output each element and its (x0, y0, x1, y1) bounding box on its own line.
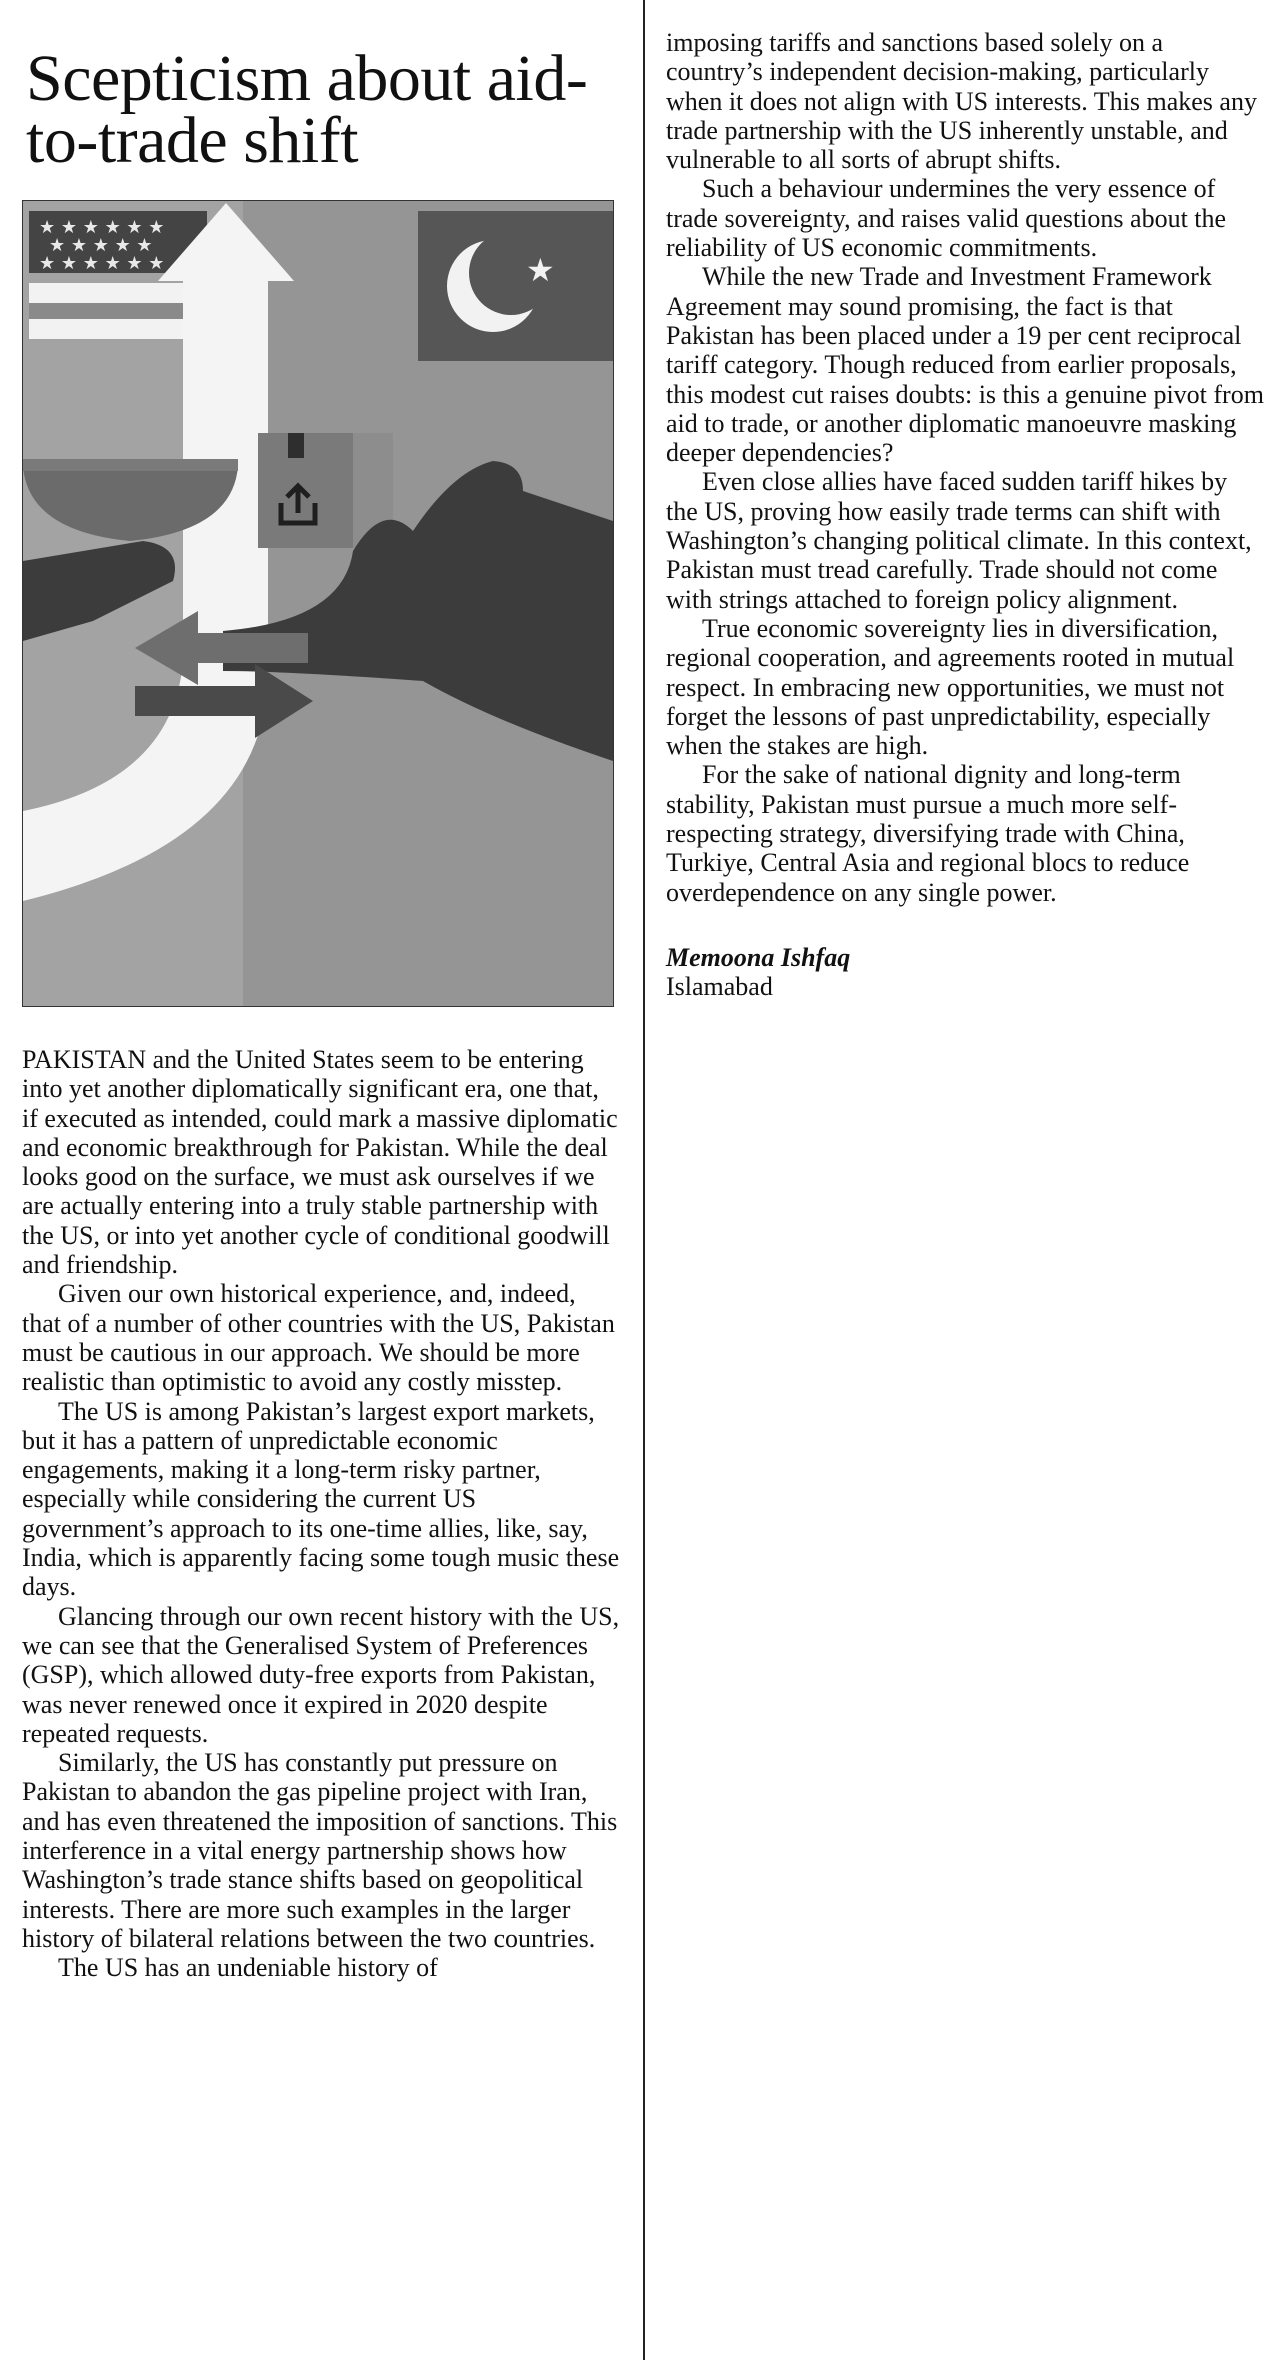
right-column-text (666, 28, 1264, 907)
right-column (666, 28, 1264, 1001)
paragraph: Similarly, the US has constantly put pressure on Pakistan to abandon the gas pipeline project with Iran, and has even threatened the imposition of sanctions. This interference in a vital energy partnership shows how Washington’s trade stance shifts based on geopolitical interests. There are more such examples in the larger history of bilateral relations between the two countries. (22, 1748, 618, 1953)
svg-text:★ ★ ★ ★ ★: ★ ★ ★ ★ ★ (49, 235, 153, 256)
left-column (22, 28, 620, 1983)
paragraph: imposing tariffs and sanctions based solely on a country’s independent decision-making, particularly when it does not align with US interests. This makes any trade partnership with the US inherently unstable, and vulnerable to all sorts of abrupt shifts. (666, 28, 1257, 175)
paragraph: PAKISTAN and the United States seem to be entering into yet another diplomatically significant era, one that, if executed as intended, could mark a massive diplomatic and economic breakthrough for Pakistan. While the deal looks good on the surface, we must ask ourselves if we are actually entering into a truly stable partnership with the US, or into yet another cycle of conditional goodwill and friendship. (22, 1045, 618, 1280)
paragraph: For the sake of national dignity and long-term stability, Pakistan must pursue a much more self-respecting strategy, diversifying trade with China, Turkiye, Central Asia and regional blocs to reduce overdependence on any single power. (666, 760, 1190, 907)
left-column-text (22, 1045, 620, 1983)
paragraph: Given our own historical experience, and, indeed, that of a number of other countries with the US, Pakistan must be cautious in our approach. We should be more realistic than optimistic to avoid any costly misstep. (22, 1279, 615, 1397)
paragraph: True economic sovereignty lies in diversification, regional cooperation, and agreements rooted in mutual respect. In embracing new opportunities, we must not forget the lessons of past unpredictability, especially when the stakes are high. (666, 613, 1235, 761)
paragraph: The US has an undeniable history of (58, 1953, 438, 1983)
illustration (22, 200, 614, 1007)
paragraph: Even close allies have faced sudden tariff hikes by the US, proving how easily trade terms can shift with Washington’s changing political climate. In this context, Pakistan must tread carefully. Trade should not come with strings attached to foreign policy alignment. (666, 467, 1252, 614)
pakistan-flag-icon (418, 211, 613, 361)
paragraph: While the new Trade and Investment Framework Agreement may sound promising, the fact is that Pakistan has been placed under a 19 per cent reciprocal tariff category. Though reduced from earlier proposals, this modest cut raises doubts: is this a genuine pivot from aid to trade, or another diplomatic manoeuvre masking deeper dependencies? (666, 262, 1264, 468)
column-divider (643, 0, 645, 2360)
paragraph: Glancing through our own recent history with the US, we can see that the Generalised System of Preferences (GSP), which allowed duty-free exports from Pakistan, was never renewed once it expired in 2020 despite repeated requests. (22, 1601, 620, 1748)
svg-text:★ ★ ★ ★ ★ ★: ★ ★ ★ ★ ★ ★ (39, 253, 165, 274)
author-location: Islamabad (666, 971, 773, 1001)
svg-text:★ ★ ★ ★ ★ ★: ★ ★ ★ ★ ★ ★ (39, 217, 165, 238)
headline: Scepticism about aid-to-trade shift (26, 42, 588, 177)
paragraph: The US is among Pakistan’s largest export markets, but it has a pattern of unpredictable economic engagements, making it a long-term risky partner, especially while considering the current US government’s approach to its one-time allies, like, say, India, which is apparently facing some tough music these days. (22, 1396, 620, 1602)
svg-text:★: ★ (526, 251, 555, 289)
author-name: Memoona Ishfaq (666, 942, 851, 972)
paragraph: Such a behaviour undermines the very essence of trade sovereignty, and raises valid questions about the reliability of US economic commitments. (666, 174, 1227, 263)
